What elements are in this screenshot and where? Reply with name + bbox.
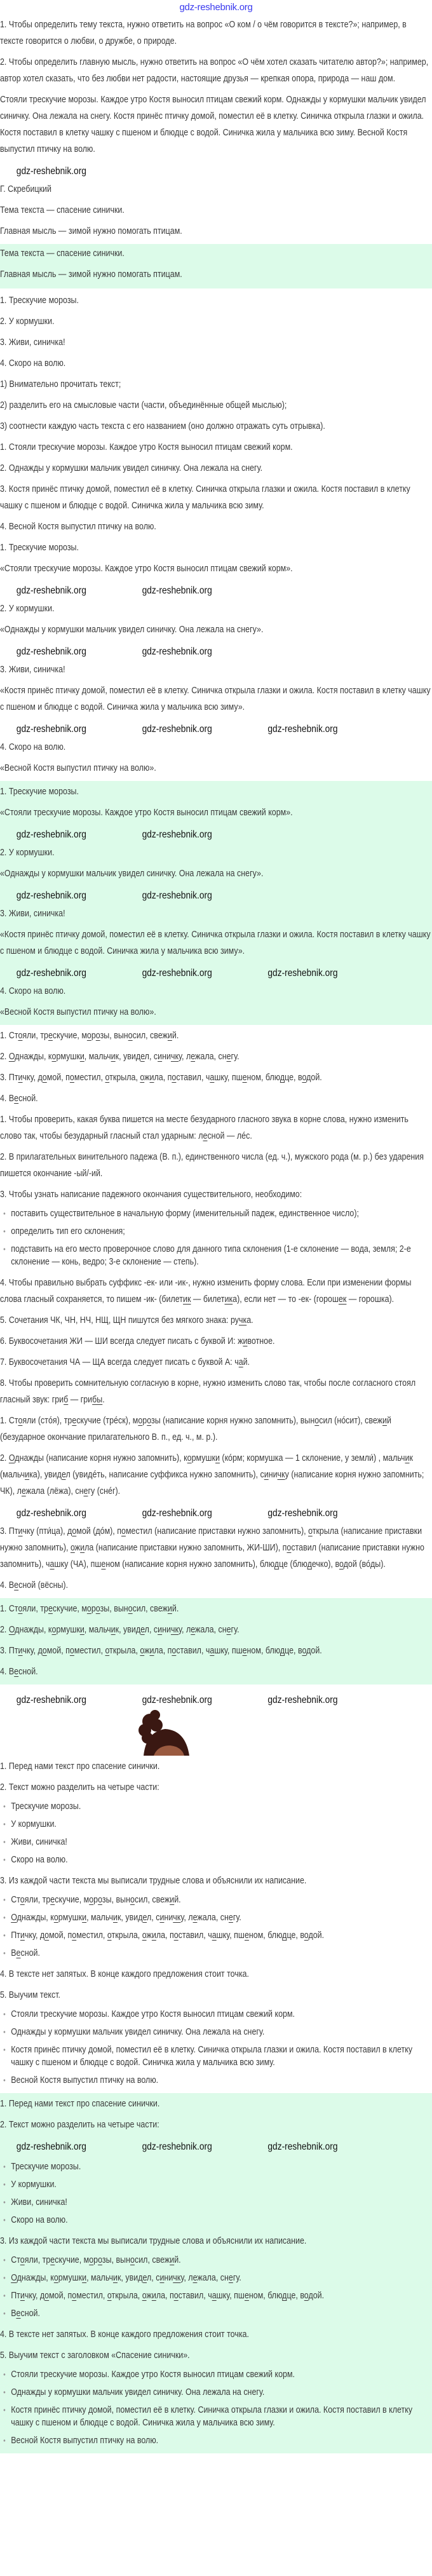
difficult-words: 4. Весной. xyxy=(0,1094,38,1104)
explanation: 1. Стояли (стóя), трескучие (трéск), морозы (написание корня нужно запомнить), выносил (нóсит), свежий (безударное окончание прилагательного В. п., ед. ч., м. р.). xyxy=(0,1416,391,1442)
underlined-letter: О xyxy=(8,1052,15,1062)
words-list xyxy=(0,1894,431,1960)
underlined-letter: е xyxy=(61,1470,66,1480)
underlined-letter: а xyxy=(212,2291,217,2301)
underlined-letter: д xyxy=(282,1930,287,1941)
watermark-row xyxy=(0,720,431,739)
watermark: gdz-reshebnik.org xyxy=(16,890,86,901)
part-title: 1. Трескучие морозы. xyxy=(0,787,79,797)
paragraph: 2. Чтобы определить главную мысль, нужно ответить на вопрос «О чём хотел сказать читателю автор?»; например, автор хотел сказать, что без любви нет радости, настоящие друзья — крепкая опора, природа — наш дом. xyxy=(0,57,429,84)
difficult-words: 1. Стояли, трескучие, морозы, выносил, свежий. xyxy=(0,1604,179,1614)
underlined-letter: и xyxy=(167,1031,172,1041)
difficult-words: 3. Птичку, домой, поместил, открыла, ожила, поставил, чашку, пшеном, блюдце, водой. xyxy=(0,1646,322,1656)
underlined-letter: и xyxy=(158,1625,163,1635)
step: 2) разделить его на смысловые части (части, объединённые общей мыслью); xyxy=(0,400,287,410)
main-idea-text: Главная мысль — зимой нужно помогать птицам. xyxy=(0,226,182,236)
watermark: gdz-reshebnik.org xyxy=(267,1695,338,1705)
underlined-letter: е xyxy=(226,1052,231,1062)
rule: 7. Буквосочетания ЧА — ЩА всегда следует писать с буквой А: чай. xyxy=(0,1357,250,1367)
watermark-row xyxy=(0,964,431,983)
underlined-letter: о xyxy=(18,1604,23,1614)
part-quote: «Стояли трескучие морозы. Каждое утро Костя выносил птицам свежий корм». xyxy=(0,564,293,574)
rule: 5. Сочетания ЧК, ЧН, НЧ, НЩ, ЩН пишутся без мягкого знака: ручка. xyxy=(0,1315,253,1325)
underlined-letter: е xyxy=(50,2255,55,2265)
underlined-letter: а xyxy=(50,1559,55,1569)
underlined-letter: о xyxy=(42,1646,47,1656)
watermark: gdz-reshebnik.org xyxy=(16,1508,86,1519)
underlined-letter: о xyxy=(187,1453,192,1463)
underlined-letter: о xyxy=(95,1604,100,1614)
underlined-letter: о xyxy=(128,1604,133,1614)
underlined-letter: и xyxy=(170,1895,175,1905)
rule-bullet: • поставить существительное в начальную форму (именительный падеж, единственное число); xyxy=(11,1207,431,1220)
difficult-words: 4. Весной. xyxy=(0,1667,38,1677)
summary-item: 3. Из каждой части текста мы выписали трудные слова и объяснили их написание. xyxy=(0,2236,307,2246)
underlined-letter: е xyxy=(192,2273,198,2283)
part-quote: «Костя принёс птичку домой, поместил её в клетку. Синичка открыла глазки и ожила. Костя поставил в клетку чашку с пшеном и блюдце с водой. Синичка жила у мальчика всю зиму». xyxy=(0,930,431,956)
underlined-letter: е xyxy=(16,1948,21,1958)
illustration-row xyxy=(0,1710,432,1758)
underlined-letter: и xyxy=(243,1336,248,1346)
underlined-letter: е xyxy=(101,1559,106,1569)
underlined-letter: о xyxy=(302,1646,307,1656)
list-item: • Живи, синичка! xyxy=(11,1836,431,1848)
watermark: gdz-reshebnik.org xyxy=(142,829,212,840)
underlined-letter: е xyxy=(244,1930,249,1941)
underlined-letter: чк xyxy=(173,1913,181,1923)
watermark: gdz-reshebnik.org xyxy=(267,2141,338,2152)
underlined-letter: е xyxy=(21,1486,26,1496)
underlined-letter: и xyxy=(79,1625,84,1635)
watermark: gdz-reshebnik.org xyxy=(142,646,212,657)
underlined-letter: О xyxy=(8,1453,15,1463)
watermark: gdz-reshebnik.org xyxy=(142,585,212,596)
part-title: 2. У кормушки. xyxy=(0,848,55,858)
underlined-letter: и xyxy=(82,2273,87,2283)
underlined-letter: и xyxy=(382,1416,387,1426)
difficult-words: 2. Однажды, кормушки, мальчик, увидел, синичку, лежала, снегу. xyxy=(0,1052,240,1062)
underlined-letter: чк xyxy=(277,1470,285,1480)
list-item: • Костя принёс птичку домой, поместил её в клетку. Синичка открыла глазки и ожила. Костя поставил в клетку чашку с пшеном и блюдце с водой. Синичка жила у мальчика всю зиму. xyxy=(11,2044,431,2069)
underlined-letter: е xyxy=(140,1052,145,1062)
underlined-letter: е xyxy=(228,2273,233,2283)
list-item: • Однажды у кормушки мальчик увидел синичку. Она лежала на снегу. xyxy=(11,2386,431,2399)
watermark: gdz-reshebnik.org xyxy=(142,890,212,901)
underlined-letter: о xyxy=(72,2291,77,2301)
underlined-letter: о xyxy=(304,1930,309,1941)
summary-item: 2. Текст можно разделить на четыре части: xyxy=(0,1782,159,1793)
underlined-letter: о xyxy=(70,1543,75,1553)
underlined-letter: О xyxy=(8,1625,15,1635)
underlined-letter: чк xyxy=(173,2273,181,2283)
rule: 2. В прилагательных винительного падежа (В. п.), единственного числа (ед. ч.), мужского рода (м. р.) без ударения пишется окончание -ый/-ий. xyxy=(0,1152,424,1179)
underlined-letter: д xyxy=(280,1646,285,1656)
underlined-letter: и xyxy=(159,1913,165,1923)
underlined-letter: о xyxy=(130,2255,135,2265)
underlined-letter: о xyxy=(121,1526,126,1536)
underlined-letter: а xyxy=(238,1357,243,1367)
difficult-words: 2. Однажды, кормушки, мальчик, увидел, синичку, лежала, снегу. xyxy=(0,1625,240,1635)
underlined-letter: о xyxy=(287,1543,292,1553)
underlined-letter: о xyxy=(95,1031,100,1041)
underlined-letter: о xyxy=(173,2291,179,2301)
list-item: • Стояли, трескучие, морозы, выносил, свежий. xyxy=(11,2254,431,2267)
underlined-letter: е xyxy=(203,1131,208,1141)
answer-box xyxy=(0,2093,432,2453)
list-item: • Трескучие морозы. xyxy=(11,2160,431,2173)
summary-item: 5. Выучим текст с заголовком «Спасение синички». xyxy=(0,2350,190,2361)
part-quote: «Весной Костя выпустил птичку на волю». xyxy=(0,1007,156,1017)
underlined-letter: о xyxy=(18,1416,23,1426)
part-quote: «Костя принёс птичку домой, поместил её в клетку. Синичка открыла глазки и ожила. Костя поставил в клетку чашку с пшеном и блюдце с водой. Синичка жила у мальчика всю зиму». xyxy=(0,686,431,712)
underlined-letter: е xyxy=(142,1913,147,1923)
part-title: 2. У кормушки. xyxy=(0,604,55,614)
rule-bullet: • подставить на его место проверочное слово для данного типа склонения (1-е склонение — вода, земля; 2-е склонение — конь, ведро; 3-е склонение — степь). xyxy=(11,1243,431,1268)
list-item: • Птичку, домой, поместил, открыла, ожила, поставил, чашку, пшеном, блюдце, водой. xyxy=(11,2289,431,2302)
part-title: 1. Трескучие морозы. xyxy=(0,543,79,553)
underlined-letter: О xyxy=(11,2273,17,2283)
underlined-letter: о xyxy=(173,1930,179,1941)
underlined-letter: О xyxy=(11,1913,17,1923)
underlined-letter: о xyxy=(69,1646,74,1656)
summary-item: 4. В тексте нет запятых. В конце каждого предложения стоит точка. xyxy=(0,2329,249,2340)
step: 1) Внимательно прочитать текст; xyxy=(0,379,121,390)
parts-list xyxy=(0,2160,431,2227)
part-title: 3. Живи, синичка! xyxy=(0,665,65,675)
words-list xyxy=(0,2254,431,2320)
list-item: • Весной Костя выпустил птичку на волю. xyxy=(11,2434,431,2447)
rule-bullets xyxy=(0,1207,431,1268)
plan-title: 2. У кормушки. xyxy=(0,316,55,327)
list-item: • Однажды, кормушки, мальчик, увидел, синичку, лежала, снегу. xyxy=(11,1911,431,1924)
summary-item: 2. Текст можно разделить на четыре части: xyxy=(0,2120,159,2130)
underlined-letter: о xyxy=(44,1930,50,1941)
underlined-letter: и xyxy=(20,1930,25,1941)
summary-item: 4. В тексте нет запятых. В конце каждого предложения стоит точка. xyxy=(0,1969,249,1979)
rule: 3. Чтобы узнать написание падежного окончания существительного, необходимо: xyxy=(0,1190,302,1200)
underlined-letter: о xyxy=(105,1073,110,1083)
underlined-letter: о xyxy=(42,1073,47,1083)
underlined-letter: е xyxy=(228,1913,233,1923)
text-part: 1. Стояли трескучие морозы. Каждое утро Костя выносил птицам свежий корм. xyxy=(0,442,293,452)
girl-illustration-icon xyxy=(132,1710,193,1756)
underlined-letter: е xyxy=(142,2273,147,2283)
underlined-letter: о xyxy=(304,2291,309,2301)
underlined-letter: а xyxy=(210,1646,215,1656)
paragraph: 1. Чтобы определить тему текста, нужно ответить на вопрос «О ком / о чём говорится в тексте?»; например, в тексте говорится о любви, о дружбе, о природе. xyxy=(0,20,407,46)
theme-text: Тема текста — спасение синички. xyxy=(0,248,125,259)
underlined-letter: и xyxy=(111,1625,116,1635)
part-quote: «Однажды у кормушки мальчик увидел синичку. Она лежала на снегу». xyxy=(0,625,264,635)
list-item: • Весной. xyxy=(11,1947,431,1960)
list-item: • Стояли, трескучие, морозы, выносил, свежий. xyxy=(11,1894,431,1906)
underlined-letter: о xyxy=(138,1416,143,1426)
underlined-letter: е xyxy=(226,1625,231,1635)
watermark-row xyxy=(0,886,431,905)
text-part: 2. Однажды у кормушки мальчик увидел синичку. Она лежала на снегу. xyxy=(0,463,263,473)
underlined-letter: о xyxy=(308,1526,313,1536)
list-item: • У кормушки. xyxy=(11,2178,431,2191)
underlined-letter: д xyxy=(280,1073,285,1083)
summary-section xyxy=(0,1685,432,2093)
underlined-letter: о xyxy=(72,1526,77,1536)
underlined-letter: о xyxy=(105,1646,110,1656)
underlined-letter: е xyxy=(83,1486,88,1496)
underlined-letter: о xyxy=(314,1416,320,1426)
rule-bullet: • определить тип его склонения; xyxy=(11,1225,431,1238)
theme-text: Тема текста — спасение синички. xyxy=(0,205,125,215)
watermark-row xyxy=(0,2138,431,2157)
watermark: gdz-reshebnik.org xyxy=(16,968,86,979)
list-item: • Однажды, кормушки, мальчик, увидел, синичку, лежала, снегу. xyxy=(11,2272,431,2284)
rule: 4. Чтобы правильно выбрать суффикс -ек- или -ик-, нужно изменить форму слова. Если при изменении формы слова гласный сохраняется, то пишем -ик- (билетик — билетика), если нет — то -ек- (горошек — горошка). xyxy=(0,1278,412,1305)
summary-item: 1. Перед нами текст про спасение синички. xyxy=(0,2099,160,2109)
underlined-letter: о xyxy=(89,1895,94,1905)
watermark: gdz-reshebnik.org xyxy=(16,2141,86,2152)
watermark-row xyxy=(0,581,431,600)
watermark: gdz-reshebnik.org xyxy=(16,646,86,657)
answer-box xyxy=(0,1598,432,1685)
watermark: gdz-reshebnik.org xyxy=(142,724,212,735)
watermark: gdz-reshebnik.org xyxy=(16,1695,86,1705)
rule: 1. Чтобы проверить, какая буква пишется на месте безударного гласного звука в корне слова, нужно изменить слово так, чтобы безударный гласный стал ударным: лесной — лéс. xyxy=(0,1115,408,1141)
watermark: gdz-reshebnik.org xyxy=(267,724,338,735)
list-item: • Однажды у кормушки мальчик увидел синичку. Она лежала на снегу. xyxy=(11,2026,431,2038)
underlined-letter: и xyxy=(113,2273,118,2283)
underlined-letter: о xyxy=(142,1930,147,1941)
underlined-letter: о xyxy=(172,1073,177,1083)
list-item: • У кормушки. xyxy=(11,1818,431,1831)
underlined-letter: и xyxy=(167,1604,172,1614)
underlined-letter: и xyxy=(113,1913,118,1923)
underlined-letter: и xyxy=(158,1052,163,1062)
answer-box xyxy=(0,781,432,1025)
list-item: • Трескучие морозы. xyxy=(11,1800,431,1813)
watermark-row xyxy=(0,1504,431,1523)
underlined-letter: е xyxy=(140,1625,145,1635)
underlined-letter: е xyxy=(48,1031,53,1041)
theory-section xyxy=(0,17,432,244)
underlined-letter: е xyxy=(16,2308,21,2319)
underlined-letter: и xyxy=(82,1913,87,1923)
plan-title: 1. Трескучие морозы. xyxy=(0,295,79,306)
underlined-letter: и xyxy=(18,1073,23,1083)
underlined-letter: о xyxy=(53,2273,58,2283)
site-logo[interactable]: gdz-reshebnik.org xyxy=(179,2,253,13)
underlined-letter: бы xyxy=(92,1395,103,1405)
underlined-letter: о xyxy=(53,1913,58,1923)
watermark: gdz-reshebnik.org xyxy=(16,166,86,177)
underlined-letter: чк xyxy=(238,1315,247,1325)
underlined-letter: и xyxy=(405,1453,410,1463)
underlined-letter: о xyxy=(18,1031,23,1041)
underlined-letter: б xyxy=(64,1395,69,1405)
list-item: • Стояли трескучие морозы. Каждое утро Костя выносил птицам свежий корм. xyxy=(11,2008,431,2021)
story-text: Стояли трескучие морозы. Каждое утро Костя выносил птицам свежий корм. Однажды у кормушки мальчик увидел синичку. Она лежала на снегу. Костя принёс птичку домой, поместил её в клетку. Синичка открыла глазки и ожила. Костя поставил в клетку чашку с пшеном и блюдце с водой. Синичка жила у мальчика всю зиму. Весной Костя выпустил птичку на волю. xyxy=(0,95,426,154)
underlined-letter: о xyxy=(107,2291,112,2301)
underlined-letter: о xyxy=(51,1625,57,1635)
plan-title: 4. Скоро на волю. xyxy=(0,358,66,369)
underlined-letter: е xyxy=(14,1667,19,1677)
underlined-letter: и xyxy=(151,1930,156,1941)
underlined-letter: о xyxy=(140,1646,145,1656)
answer-box xyxy=(0,244,432,288)
list-item: • Стояли трескучие морозы. Каждое утро Костя выносил птицам свежий корм. xyxy=(11,2368,431,2381)
underlined-letter: е xyxy=(242,1646,247,1656)
underlined-letter: е xyxy=(50,1895,55,1905)
watermark: gdz-reshebnik.org xyxy=(16,829,86,840)
underlined-letter: д xyxy=(307,1559,312,1569)
underlined-letter: о xyxy=(142,2291,147,2301)
underlined-letter: чк xyxy=(170,1052,179,1062)
learn-list xyxy=(0,2008,431,2087)
underlined-letter: о xyxy=(172,1646,177,1656)
underlined-letter: е xyxy=(244,2291,249,2301)
watermark: gdz-reshebnik.org xyxy=(16,585,86,596)
main-idea-text: Главная мысль — зимой нужно помогать птицам. xyxy=(0,269,182,280)
underlined-letter: о xyxy=(86,1604,91,1614)
underlined-letter: а xyxy=(212,1930,217,1941)
underlined-letter: и xyxy=(25,1470,30,1480)
underlined-letter: чк xyxy=(170,1625,179,1635)
underlined-letter: д xyxy=(274,1559,280,1569)
text-part: 3. Костя принёс птичку домой, поместил её в клетку. Синичка открыла глазки и ожила. Костя поставил в клетку чашку с пшеном и блюдце с водой. Синичка жила у мальчика всю зиму. xyxy=(0,484,410,511)
underlined-letter: о xyxy=(44,2291,50,2301)
underlined-letter: о xyxy=(98,1895,102,1905)
underlined-letter: о xyxy=(140,1073,145,1083)
underlined-letter: е xyxy=(192,1913,198,1923)
underlined-letter: о xyxy=(107,1930,112,1941)
summary-item: 3. Из каждой части текста мы выписали трудные слова и объяснили их написание. xyxy=(0,1876,307,1886)
watermark: gdz-reshebnik.org xyxy=(142,2141,212,2152)
underlined-letter: о xyxy=(72,1930,77,1941)
underlined-letter: е xyxy=(191,1625,196,1635)
underlined-letter: е xyxy=(191,1052,196,1062)
underlined-letter: и xyxy=(264,1470,269,1480)
watermark-row xyxy=(0,825,431,844)
underlined-letter: о xyxy=(20,2255,25,2265)
plan-title: 3. Живи, синичка! xyxy=(0,337,65,348)
list-item: • Живи, синичка! xyxy=(11,2196,431,2209)
underlined-letter: и xyxy=(20,2291,25,2301)
list-item: • Весной. xyxy=(11,2307,431,2320)
difficult-words: 3. Птичку, домой, поместил, открыла, ожила, поставил, чашку, пшеном, блюдце, водой. xyxy=(0,1073,322,1083)
underlined-letter: о xyxy=(98,2255,102,2265)
watermark: gdz-reshebnik.org xyxy=(267,968,338,979)
underlined-letter: и xyxy=(18,1646,23,1656)
underlined-letter: и xyxy=(111,1052,116,1062)
underlined-letter: и xyxy=(215,1453,220,1463)
difficult-words: 1. Стояли, трескучие, морозы, выносил, свежий. xyxy=(0,1031,179,1041)
part-quote: «Весной Костя выпустил птичку на волю». xyxy=(0,763,156,773)
underlined-letter: о xyxy=(20,1895,25,1905)
watermark: gdz-reshebnik.org xyxy=(267,1508,338,1519)
summary-item: 5. Выучим текст. xyxy=(0,1990,61,2000)
part-quote: «Однажды у кормушки мальчик увидел синичку. Она лежала на снегу». xyxy=(0,869,264,879)
plan-section xyxy=(0,288,432,781)
underlined-letter: о xyxy=(128,1031,133,1041)
underlined-letter: о xyxy=(130,1895,135,1905)
underlined-letter: о xyxy=(51,1052,57,1062)
underlined-letter: о xyxy=(147,1416,152,1426)
underlined-letter: е xyxy=(48,1604,53,1614)
underlined-letter: и xyxy=(149,1646,154,1656)
explanation: 4. Весной (вёсны). xyxy=(0,1580,69,1590)
story-author: Г. Скребицкий xyxy=(0,184,52,194)
watermark: gdz-reshebnik.org xyxy=(142,968,212,979)
watermark: gdz-reshebnik.org xyxy=(16,724,86,735)
underlined-letter: и xyxy=(79,1052,84,1062)
underlined-letter: и xyxy=(80,1543,85,1553)
list-item: • Костя принёс птичку домой, поместил её в клетку. Синичка открыла глазки и ожила. Костя поставил в клетку чашку с пшеном и блюдце с водой. Синичка жила у мальчика всю зиму. xyxy=(11,2404,431,2429)
explanation: 2. Однажды (написание корня нужно запомнить), кормушки (кóрм; кормушка — 1 склонение, у земли́) , мальчик (мальчика), увидел (увидéть, написание суффикса нужно запомнить), синичку (написание корня нужно запомнить; ЧК), лежала (лёжа), снегу (снéг). xyxy=(0,1453,424,1496)
list-item: • Скоро на волю. xyxy=(11,1854,431,1866)
underlined-letter: и xyxy=(149,1073,154,1083)
explanation: 3. Птичку (пти́ца), домой (дóм), поместил (написание приставки нужно запомнить), открыла (написание приставки нужно запомнить), ожила (написание приставки нужно запомнить, ЖИ-ШИ), поставил (написание приставки нужно запомнить), чашку (ЧА), пшеном (написание корня нужно запомнить), блюдце (блюдечко), водой (вóды). xyxy=(0,1526,424,1569)
summary-item: 1. Перед нами текст про спасение синички. xyxy=(0,1761,160,1772)
step: 3) соотнести каждую часть текста с его названием (оно должно отражать суть отрывка). xyxy=(0,421,325,431)
part-title: 3. Живи, синичка! xyxy=(0,909,65,919)
underlined-letter: о xyxy=(339,1559,344,1569)
learn-list xyxy=(0,2368,431,2447)
underlined-letter: и xyxy=(18,1526,23,1536)
underlined-letter: о xyxy=(86,1031,91,1041)
underlined-letter: о xyxy=(69,1073,74,1083)
underlined-letter: е xyxy=(242,1073,247,1083)
underlined-letter: ек xyxy=(338,1294,347,1305)
watermark-row xyxy=(0,162,431,181)
watermark: gdz-reshebnik.org xyxy=(142,1508,212,1519)
underlined-letter: о xyxy=(302,1073,307,1083)
underlined-letter: ик xyxy=(224,1294,233,1305)
watermark-row xyxy=(0,642,431,661)
part-title: 4. Скоро на волю. xyxy=(0,986,66,996)
part-quote: «Стояли трескучие морозы. Каждое утро Костя выносил птицам свежий корм». xyxy=(0,808,293,818)
rule: 8. Чтобы проверить сомнительную согласную в корне, нужно изменить слово так, чтобы после согласного стоял гласный звук: гриб — грибы. xyxy=(0,1378,416,1405)
underlined-letter: е xyxy=(14,1094,19,1104)
underlined-letter: а xyxy=(210,1073,215,1083)
watermark-row xyxy=(0,1691,431,1710)
underlined-letter: о xyxy=(89,2255,94,2265)
part-title: 4. Скоро на волю. xyxy=(0,742,66,752)
underlined-letter: д xyxy=(282,2291,287,2301)
spelling-section xyxy=(0,1025,432,1598)
underlined-letter: е xyxy=(14,1580,19,1590)
underlined-letter: и xyxy=(151,2291,156,2301)
list-item: • Птичку, домой, поместил, открыла, ожила, поставил, чашку, пшеном, блюдце, водой. xyxy=(11,1929,431,1942)
underlined-letter: и xyxy=(170,2255,175,2265)
parts-list xyxy=(0,1800,431,1866)
underlined-letter: е xyxy=(72,1416,77,1426)
list-item: • Весной Костя выпустил птичку на волю. xyxy=(11,2074,431,2087)
text-part: 4. Весной Костя выпустил птичку на волю. xyxy=(0,522,156,532)
header xyxy=(0,0,432,17)
list-item: • Скоро на волю. xyxy=(11,2214,431,2227)
underlined-letter: и xyxy=(159,2273,165,2283)
underlined-letter: ик xyxy=(183,1294,191,1305)
rule: 6. Буквосочетания ЖИ — ШИ всегда следует писать с буквой И: животное. xyxy=(0,1336,275,1346)
watermark: gdz-reshebnik.org xyxy=(142,1695,212,1705)
